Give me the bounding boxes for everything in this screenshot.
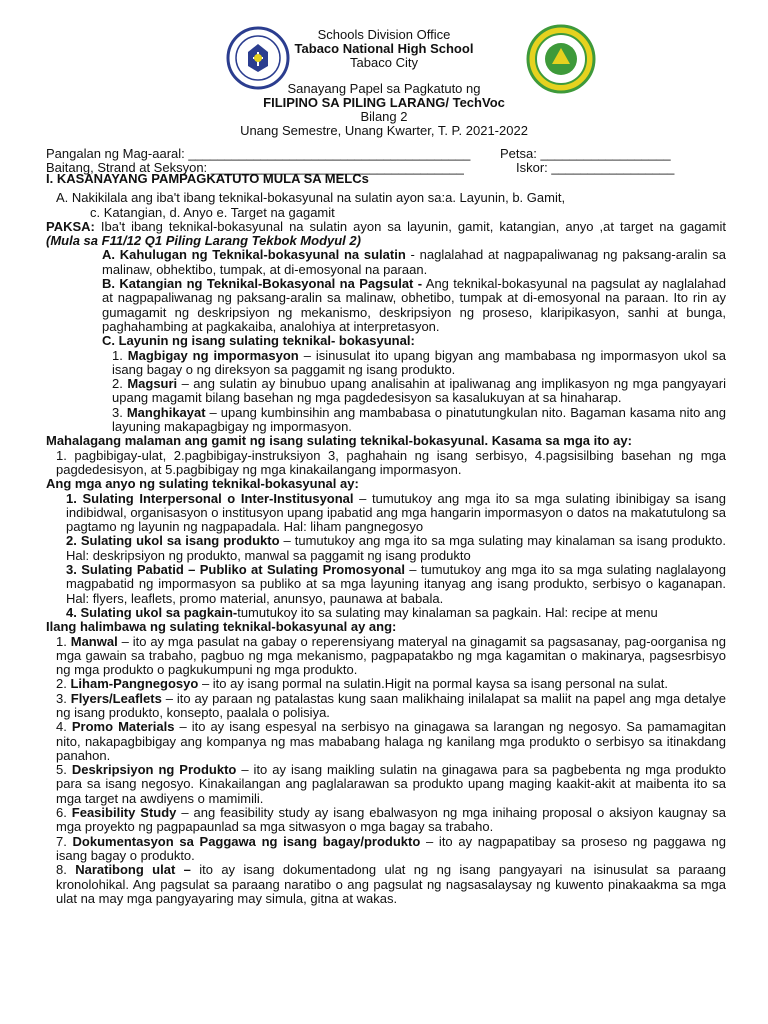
subject-title: FILIPINO SA PILING LARANG/ TechVoc <box>263 95 505 110</box>
form-item: 1. Sulating Interpersonal o Inter-Institusyonal – tumutukoy ang mga ito sa mga sulating ibinibigay sa isang indibidwal, organisasyon o institusyon upang ipabatid ang mga hangarin impormasyon o datos na makatutulong sa pagtamo ng layunin ng nagpapadala. Hal: liham pangnegosyo <box>66 490 726 535</box>
worksheet-body <box>46 172 726 906</box>
purpose-item: 3. Manghikayat – upang kumbinsihin ang mambabasa o pinatutungkulan nito. Bagaman kasama nito ang layuning makapagbigay ng impormasyon. <box>112 404 726 435</box>
example-item: 7. Dokumentasyon sa Paggawa ng isang bagay/produkto – ito ay nagpapatibay sa proseso ng paggawa ng isang bagay o produkto. <box>56 833 726 863</box>
form-item: 3. Sulating Pabatid – Publiko at Sulating Promosyonal – tumutukoy ang mga ito sa mga sulating naglalayong magpabatid ng impormasyon sa publiko at sa mga layuning itanyag ang isang produkto, serbisyo o kaganapan. Hal: flyers, leaflets, promo material, anunsyo, paunawa at babala. <box>66 562 726 606</box>
definition-paragraph <box>46 248 726 277</box>
purpose-title: C. Layunin ng isang sulating teknikal- bokasyunal: <box>102 333 415 349</box>
characteristics-text: Ang teknikal-bokasyunal na pagsulat ay naglalahad at nagpapaliwanag ng paksang-aralin sa malinaw, obhetibo, tumpak at di-emosyonal na paraan. Ito rin ay gumagamit ng deskripsiyon ng mekanismo, deskripsiyon ng proseso, klaripikasyon, sanhi at bunga, paghahambing at pagkakaiba, analohiya at interpretasyon. <box>102 276 726 334</box>
name-field[interactable]: Pangalan ng Mag-aaral: _______________________________________ <box>46 146 471 161</box>
characteristics-title: B. Katangian ng Teknikal-Bokasyonal na Pagsulat - <box>102 276 423 292</box>
forms-title: Ang mga anyo ng sulating teknikal-bokasyunal ay: <box>46 476 359 492</box>
characteristics-paragraph <box>46 277 726 334</box>
example-item: 4. Promo Materials – ito ay isang espesyal na serbisyo na ginagawa sa larangan ng negosyo. Sa pamamagitan nito, nakapagbibigay ang kompanya ng mas mababang halaga ng kanilang mga produkto o serbisyo sa itinakdang panahon. <box>56 719 726 763</box>
melc-line-2: c. Katangian, d. Anyo e. Target na gagamit <box>90 204 335 220</box>
date-field[interactable]: Petsa: __________________ <box>500 146 671 161</box>
paksa-text: Iba't ibang teknikal-bokasyunal na sulatin ayon sa layunin, gamit, katangian, anyo ,at target na gagamit <box>94 218 726 234</box>
example-item: 3. Flyers/Leaflets – ito ay paraan ng patalastas kung saan malikhaing inilalapat sa maliit na papel ang mga detalye ng isang produkto, konsepto, paalala o polisiya. <box>56 690 726 720</box>
example-item: 6. Feasibility Study – ang feasibility study ay isang ebalwasyon ng mga inihaing proposal o aksiyon kaugnay sa mga proyekto ng pagpapaunlad sa mga sitwasyon o mga bagay sa trabaho. <box>56 805 726 835</box>
form-item: 2. Sulating ukol sa isang produkto – tumutukoy ang mga ito sa mga sulating may kinalaman sa isang produkto. Hal: deskripsiyon ng produkto, manwal sa paggamit ng isang produkto <box>66 533 726 563</box>
paksa-paragraph <box>46 220 726 249</box>
example-item: 8. Naratibong ulat – ito ay isang dokumentadong ulat ng ng isang pangyayari na isinusulat sa paraang kronolohikal. Ang pagsulat sa paraang naratibo o ang pagsulat ng nagsasalaysay ng kuwento pinakaakma sa mga ulat na may mga pangyayaring may simula, gitna at wakas. <box>56 862 726 906</box>
worksheet-title-block <box>0 82 768 138</box>
melc-line: A. Nakikilala ang iba't ibang teknikal-bokasyunal na sulatin ayon sa:a. Layunin, b. Gamit, <box>56 190 566 206</box>
section-title: I. KASANAYANG PAMPAGKATUTO MULA SA MELCs <box>46 171 369 186</box>
office-name: Schools Division Office <box>317 27 451 42</box>
school-name: Tabaco National High School <box>294 41 474 56</box>
paksa-source: (Mula sa F11/12 Q1 Piling Larang Tekbok Modyul 2) <box>46 233 361 249</box>
uses-text: 1. pagbibigay-ulat, 2.pagbibigay-instruksiyon 3, paghahain ng isang serbisyo, 4.pagsisilbing basehan ng mga pagdedesisyon, at 5.pagbibigay ng mga kinakailangang impormasyon. <box>56 447 726 477</box>
example-item: 2. Liham-Pangnegosyo – ito ay isang pormal na sulatin.Higit na pormal kaysa sa isang personal na sulat. <box>56 676 669 692</box>
uses-title: Mahalagang malaman ang gamit ng isang sulating teknikal-bokasyunal. Kasama sa mga ito ay: <box>46 433 632 449</box>
definition-title: A. Kahulugan ng Teknikal-bokasyunal na sulatin <box>102 247 406 263</box>
school-header <box>0 28 768 70</box>
purpose-item: 2. Magsuri – ang sulatin ay binubuo upang analisahin at ipaliwanag ang implikasyon ng mga pangyayari upang magamit bilang basehan ng mga pagdedesisyon sa kasalukuyan at sa hinaharap. <box>112 376 726 406</box>
purpose-item: 1. Magbigay ng impormasyon – isinusulat ito upang bigyan ang mambabasa ng impormasyon ukol sa isang bagay o ng direksyon sa paggamit ng isang produkto. <box>112 347 726 377</box>
example-item: 1. Manwal – ito ay mga pasulat na gabay o reperensiyang materyal na ginagamit sa pagsasanay, pag-oorganisa ng mga gawain sa trabaho, pagbuo ng mga mekanismo, pagpapatakbo ng mga kagamitan o makinarya, pagsesrbisyo ng mga produkto o pagkukumpuni ng mga produkto. <box>56 633 726 678</box>
score-field[interactable]: Iskor: _________________ <box>516 160 675 175</box>
term-info: Unang Semestre, Unang Kwarter, T. P. 2021-2022 <box>240 123 528 138</box>
example-item: 5. Deskripsiyon ng Produkto – ito ay isang maikling sulatin na ginagawa para sa pagbebenta ng mga produkto para sa isang negosyo. Kinakailangan ang paglalarawan sa produkto upang maging kaakit-akit at maibenta ito sa mga target na awdiyens o mamimili. <box>56 762 726 806</box>
worksheet-number: Bilang 2 <box>360 109 408 124</box>
form-item: 4. Sulating ukol sa pagkain-tumutukoy ito sa sulating may kinalaman sa pagkain. Hal: recipe at menu <box>66 604 658 620</box>
definition-text: - naglalahad at nagpapaliwanag ng paksang-aralin sa malinaw, obhektibo, tumpak, at di-emosyonal na paraan. <box>102 247 727 277</box>
grade-strand-section-field[interactable]: Baitang, Strand at Seksyon: ___________________________________ <box>46 160 464 175</box>
paksa-label: PAKSA: <box>46 218 95 234</box>
worksheet-kind: Sanayang Papel sa Pagkatuto ng <box>287 81 481 96</box>
city-name: Tabaco City <box>350 55 418 70</box>
examples-title: Ilang halimbawa ng sulating teknikal-bokasyunal ay ang: <box>46 619 397 635</box>
